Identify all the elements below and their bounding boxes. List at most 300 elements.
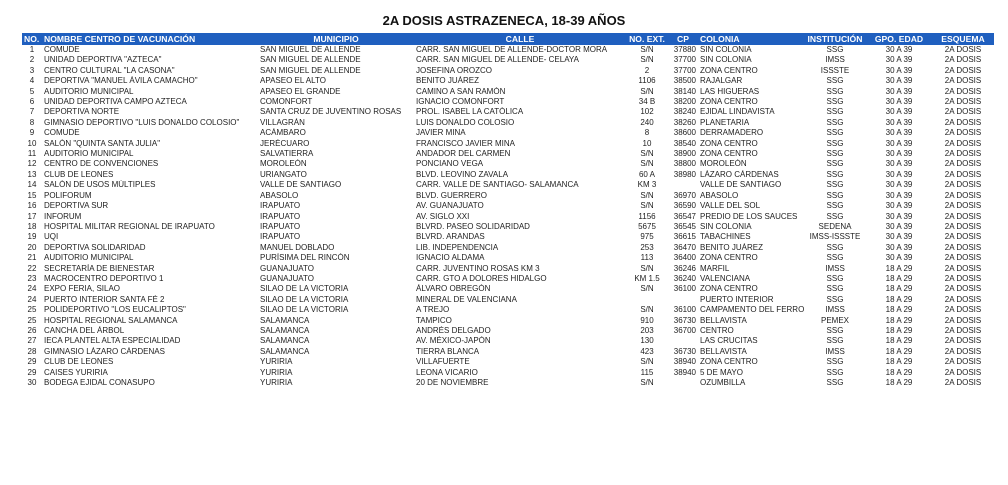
cell-no-ext: 102 — [640, 107, 654, 117]
cell-no-ext: 8 — [644, 128, 650, 138]
cell-no: 3 — [29, 65, 35, 75]
table-row — [22, 274, 994, 284]
cell-municipio: SALVATIERRA — [260, 149, 314, 159]
cell-institucion: SEDENA — [818, 221, 852, 231]
cell-institucion: SSG — [826, 190, 844, 200]
cell-nombre: POLIFORUM — [44, 190, 92, 200]
cell-municipio: SAN MIGUEL DE ALLENDE — [260, 55, 361, 65]
cell-no: 29 — [27, 367, 37, 377]
cell-cp: 38600 — [673, 128, 696, 138]
cell-institucion: SSG — [826, 367, 844, 377]
cell-gpo-edad: 18 A 29 — [885, 378, 913, 387]
cell-institucion: SSG — [826, 284, 844, 294]
cell-calle: TAMPICO — [416, 315, 452, 325]
cell-institucion: SSG — [826, 107, 844, 117]
cell-no-ext: S/N — [640, 55, 654, 65]
cell-nombre: SECRETARÍA DE BIENESTAR — [44, 263, 155, 273]
cell-municipio: APASEO EL ALTO — [260, 76, 326, 86]
cell-calle: CARR. JUVENTINO ROSAS KM 3 — [416, 263, 540, 273]
header-institucion: INSTITUCIÓN — [804, 33, 866, 45]
cell-no: 25 — [27, 315, 37, 325]
vaccination-centers-table — [22, 33, 994, 388]
cell-gpo-edad: 30 A 39 — [885, 76, 913, 86]
cell-nombre: AUDITORIO MUNICIPAL — [44, 253, 134, 263]
cell-esquema: 2A DOSIS — [944, 294, 982, 304]
cell-calle: TIERRA BLANCA — [416, 346, 480, 356]
header-nombre: NOMBRE CENTRO DE VACUNACIÓN — [42, 33, 258, 45]
cell-esquema: 2A DOSIS — [944, 284, 982, 294]
cell-colonia: DERRAMADERO — [700, 128, 764, 138]
cell-gpo-edad: 30 A 39 — [885, 201, 913, 211]
cell-municipio: SALAMANCA — [260, 315, 310, 325]
cell-colonia: RAJALGAR — [700, 76, 743, 86]
cell-no: 5 — [29, 86, 35, 96]
cell-cp — [668, 180, 698, 190]
cell-gpo-edad: 30 A 39 — [885, 242, 913, 252]
cell-institucion: IMSS — [825, 55, 845, 65]
cell-nombre: CLUB DE LEONES — [44, 169, 114, 179]
cell-municipio: IRAPUATO — [260, 201, 301, 211]
cell-esquema: 2A DOSIS — [944, 45, 982, 54]
cell-gpo-edad: 18 A 29 — [885, 325, 913, 335]
cell-colonia: 5 DE MAYO — [700, 367, 743, 377]
table-row — [22, 107, 994, 117]
cell-esquema: 2A DOSIS — [944, 117, 982, 127]
cell-gpo-edad: 18 A 29 — [885, 336, 913, 346]
cell-colonia: ZONA CENTRO — [700, 284, 758, 294]
cell-no-ext: S/N — [640, 159, 654, 169]
cell-municipio: URIANGATO — [260, 169, 307, 179]
cell-institucion: SSG — [826, 128, 844, 138]
cell-institucion: SSG — [826, 357, 844, 367]
cell-no: 23 — [27, 273, 37, 283]
cell-institucion: ISSSTE — [820, 65, 850, 75]
cell-no: 22 — [27, 263, 37, 273]
cell-no-ext: 910 — [640, 315, 654, 325]
cell-municipio: SILAO DE LA VICTORIA — [260, 305, 349, 315]
cell-calle: AV. SIGLO XXI — [416, 211, 470, 221]
header-gpo-edad: GPO. EDAD — [866, 33, 932, 45]
table-row — [22, 368, 994, 378]
cell-colonia: SIN COLONIA — [700, 55, 752, 65]
cell-colonia: CAMPAMENTO DEL FERRO — [700, 305, 804, 315]
table-row — [22, 378, 994, 388]
cell-nombre: DEPORTIVA SUR — [44, 201, 109, 211]
cell-institucion: SSG — [826, 117, 844, 127]
cell-no: 6 — [29, 97, 35, 107]
cell-municipio: SALAMANCA — [260, 325, 310, 335]
cell-calle: BLVRD. ARANDAS — [416, 232, 485, 242]
cell-calle: AV. GUANAJUATO — [416, 201, 484, 211]
cell-gpo-edad: 18 A 29 — [885, 367, 913, 377]
cell-calle: MINERAL DE VALENCIANA — [416, 294, 517, 304]
cell-calle: ANDADOR DEL CARMEN — [416, 149, 511, 159]
cell-no: 14 — [27, 180, 37, 190]
cell-gpo-edad: 30 A 39 — [885, 55, 913, 65]
table-row — [22, 284, 994, 294]
cell-nombre: DEPORTIVA "MANUEL ÁVILA CAMACHO" — [44, 76, 198, 86]
cell-colonia: PUERTO INTERIOR — [700, 294, 774, 304]
cell-municipio: SANTA CRUZ DE JUVENTINO ROSAS — [260, 107, 402, 117]
cell-no: 12 — [27, 159, 37, 169]
cell-gpo-edad: 30 A 39 — [885, 45, 913, 54]
cell-municipio: VILLAGRÁN — [260, 117, 305, 127]
cell-calle: BENITO JUÁREZ — [416, 76, 479, 86]
cell-cp: 36400 — [673, 253, 696, 263]
cell-colonia: ZONA CENTRO — [700, 97, 758, 107]
cell-municipio: YURIRIA — [260, 378, 293, 387]
table-row — [22, 87, 994, 97]
cell-institucion: SSG — [826, 253, 844, 263]
table-body — [22, 45, 994, 388]
table-row — [22, 191, 994, 201]
cell-gpo-edad: 18 A 29 — [885, 346, 913, 356]
cell-no: 28 — [27, 346, 37, 356]
cell-institucion: SSG — [826, 159, 844, 169]
cell-colonia: LAS HIGUERAS — [700, 86, 760, 96]
cell-nombre: IECA PLANTEL ALTA ESPECIALIDAD — [44, 336, 181, 346]
header-municipio: MUNICIPIO — [258, 33, 414, 45]
cell-colonia: SIN COLONIA — [700, 221, 752, 231]
cell-colonia: PREDIO DE LOS SAUCES — [700, 211, 798, 221]
cell-municipio: COMONFORT — [260, 97, 313, 107]
cell-esquema: 2A DOSIS — [944, 138, 982, 148]
table-row — [22, 295, 994, 305]
cell-calle: PONCIANO VEGA — [416, 159, 484, 169]
cell-gpo-edad: 30 A 39 — [885, 128, 913, 138]
cell-esquema: 2A DOSIS — [944, 378, 982, 387]
cell-cp: 38500 — [673, 76, 696, 86]
cell-esquema: 2A DOSIS — [944, 336, 982, 346]
cell-no: 8 — [29, 117, 35, 127]
cell-no: 26 — [27, 325, 37, 335]
cell-no: 7 — [29, 107, 35, 117]
cell-municipio: SALAMANCA — [260, 336, 310, 346]
cell-gpo-edad: 30 A 39 — [885, 232, 913, 242]
cell-municipio: GUANAJUATO — [260, 273, 314, 283]
cell-no-ext: S/N — [640, 284, 654, 294]
cell-no: 1 — [29, 45, 35, 54]
cell-no: 4 — [29, 76, 35, 86]
cell-gpo-edad: 18 A 29 — [885, 284, 913, 294]
cell-institucion: SSG — [826, 201, 844, 211]
cell-municipio: PURÍSIMA DEL RINCÓN — [260, 253, 350, 263]
cell-colonia: OZUMBILLA — [700, 378, 746, 387]
cell-no-ext: S/N — [640, 45, 654, 54]
cell-cp: 38240 — [673, 107, 696, 117]
cell-gpo-edad: 18 A 29 — [885, 315, 913, 325]
cell-gpo-edad: 30 A 39 — [885, 169, 913, 179]
cell-municipio: VALLE DE SANTIAGO — [260, 180, 342, 190]
cell-municipio: IRAPUATO — [260, 221, 301, 231]
cell-nombre: DEPORTIVA SOLIDARIDAD — [44, 242, 146, 252]
cell-municipio: SILAO DE LA VICTORIA — [260, 284, 349, 294]
cell-esquema: 2A DOSIS — [944, 325, 982, 335]
cell-colonia: BENITO JUÁREZ — [700, 242, 763, 252]
cell-gpo-edad: 18 A 29 — [885, 263, 913, 273]
table-row — [22, 66, 994, 76]
cell-colonia: ZONA CENTRO — [700, 138, 758, 148]
table-row — [22, 76, 994, 86]
cell-institucion: SSG — [826, 378, 844, 387]
cell-institucion: SSG — [826, 294, 844, 304]
cell-nombre: POLIDEPORTIVO "LOS EUCALIPTOS" — [44, 305, 186, 315]
cell-municipio: GUANAJUATO — [260, 263, 314, 273]
cell-gpo-edad: 18 A 29 — [885, 294, 913, 304]
cell-no-ext: S/N — [640, 201, 654, 211]
cell-no-ext: 115 — [640, 367, 654, 377]
cell-cp: 37700 — [673, 65, 696, 75]
cell-cp — [668, 378, 698, 388]
cell-esquema: 2A DOSIS — [944, 97, 982, 107]
cell-no-ext: 113 — [640, 253, 654, 263]
cell-calle: IGNACIO COMONFORT — [416, 97, 505, 107]
cell-calle: 20 DE NOVIEMBRE — [416, 378, 489, 387]
cell-cp: 36615 — [673, 232, 696, 242]
cell-calle: ÁLVARO OBREGÓN — [416, 284, 491, 294]
table-row — [22, 357, 994, 367]
cell-esquema: 2A DOSIS — [944, 263, 982, 273]
header-cp: CP — [668, 33, 698, 45]
cell-gpo-edad: 30 A 39 — [885, 253, 913, 263]
cell-no: 30 — [27, 378, 37, 387]
cell-no-ext: S/N — [640, 378, 654, 387]
header-colonia: COLONIA — [698, 33, 804, 45]
cell-no-ext: 10 — [642, 138, 652, 148]
cell-colonia: LÁZARO CÁRDENAS — [700, 169, 779, 179]
cell-nombre: UNIDAD DEPORTIVA CAMPO AZTECA — [44, 97, 187, 107]
cell-cp: 38940 — [673, 357, 696, 367]
cell-esquema: 2A DOSIS — [944, 107, 982, 117]
cell-esquema: 2A DOSIS — [944, 315, 982, 325]
cell-nombre: BODEGA EJIDAL CONASUPO — [44, 378, 155, 387]
cell-cp: 36246 — [673, 263, 696, 273]
cell-colonia: CENTRO — [700, 325, 734, 335]
table-row — [22, 264, 994, 274]
cell-nombre: INFORUM — [44, 211, 82, 221]
header-no: NO. — [22, 33, 42, 45]
cell-esquema: 2A DOSIS — [944, 180, 982, 190]
cell-colonia: EJIDAL LINDAVISTA — [700, 107, 775, 117]
cell-colonia: VALLE DEL SOL — [700, 201, 761, 211]
cell-nombre: GIMNASIO LÁZARO CÁRDENAS — [44, 346, 165, 356]
cell-gpo-edad: 30 A 39 — [885, 149, 913, 159]
cell-municipio: SALAMANCA — [260, 346, 310, 356]
cell-esquema: 2A DOSIS — [944, 190, 982, 200]
cell-no-ext: 1156 — [638, 211, 656, 221]
table-row — [22, 139, 994, 149]
cell-no-ext: 423 — [640, 346, 654, 356]
cell-no: 24 — [27, 294, 37, 304]
cell-municipio: IRAPUATO — [260, 232, 301, 242]
cell-cp: 38940 — [673, 367, 696, 377]
cell-no: 10 — [27, 138, 37, 148]
cell-esquema: 2A DOSIS — [944, 305, 982, 315]
cell-no: 9 — [29, 128, 35, 138]
cell-no: 13 — [27, 169, 37, 179]
cell-calle: AV. MÉXICO-JAPÓN — [416, 336, 491, 346]
cell-no-ext: 203 — [640, 325, 654, 335]
cell-municipio: IRAPUATO — [260, 211, 301, 221]
table-row — [22, 201, 994, 211]
cell-nombre: CLUB DE LEONES — [44, 357, 114, 367]
cell-esquema: 2A DOSIS — [944, 232, 982, 242]
cell-nombre: DEPORTIVA NORTE — [44, 107, 120, 117]
cell-no: 21 — [27, 253, 37, 263]
cell-no: 25 — [27, 305, 37, 315]
cell-municipio: JERÉCUARO — [260, 138, 310, 148]
table-row — [22, 243, 994, 253]
cell-cp: 38900 — [673, 149, 696, 159]
cell-municipio: ACÁMBARO — [260, 128, 306, 138]
cell-no: 11 — [27, 149, 37, 159]
cell-nombre: COMUDE — [44, 45, 80, 54]
cell-esquema: 2A DOSIS — [944, 357, 982, 367]
cell-cp: 36730 — [673, 346, 696, 356]
cell-no-ext: 34 B — [638, 97, 656, 107]
cell-nombre: SALÓN DE USOS MÚLTIPLES — [44, 180, 156, 190]
header-no-ext: NO. EXT. — [626, 33, 668, 45]
cell-no-ext: 975 — [640, 232, 654, 242]
cell-esquema: 2A DOSIS — [944, 201, 982, 211]
cell-no-ext: KM 1.5 — [634, 273, 660, 283]
cell-gpo-edad: 18 A 29 — [885, 273, 913, 283]
cell-gpo-edad: 30 A 39 — [885, 159, 913, 169]
cell-esquema: 2A DOSIS — [944, 221, 982, 231]
cell-nombre: SALÓN "QUINTA SANTA JULIA" — [44, 138, 161, 148]
cell-calle: LEONA VICARIO — [416, 367, 478, 377]
cell-gpo-edad: 30 A 39 — [885, 97, 913, 107]
cell-colonia: ZONA CENTRO — [700, 149, 758, 159]
cell-esquema: 2A DOSIS — [944, 169, 982, 179]
table-row — [22, 305, 994, 315]
cell-institucion: SSG — [826, 336, 844, 346]
cell-no: 2 — [29, 55, 35, 65]
cell-colonia: BELLAVISTA — [700, 346, 747, 356]
cell-gpo-edad: 30 A 39 — [885, 211, 913, 221]
cell-institucion: SSG — [826, 149, 844, 159]
cell-cp: 36240 — [673, 273, 696, 283]
cell-no-ext: 5675 — [638, 221, 656, 231]
cell-institucion: SSG — [826, 76, 844, 86]
cell-institucion: SSG — [826, 325, 844, 335]
cell-esquema: 2A DOSIS — [944, 149, 982, 159]
cell-esquema: 2A DOSIS — [944, 55, 982, 65]
page-title: 2A DOSIS ASTRAZENECA, 18-39 AÑOS — [382, 13, 626, 28]
table-row — [22, 55, 994, 65]
cell-institucion: SSG — [826, 86, 844, 96]
cell-municipio: ABASOLO — [260, 190, 299, 200]
cell-cp: 36730 — [673, 315, 696, 325]
cell-esquema: 2A DOSIS — [944, 128, 982, 138]
cell-municipio: APASEO EL GRANDE — [260, 86, 341, 96]
cell-colonia: ABASOLO — [700, 190, 739, 200]
cell-nombre: COMUDE — [44, 128, 80, 138]
cell-colonia: VALLE DE SANTIAGO — [700, 180, 782, 190]
cell-no-ext: 240 — [640, 117, 654, 127]
cell-cp: 36545 — [673, 221, 696, 231]
table-row — [22, 149, 994, 159]
table-row — [22, 316, 994, 326]
cell-cp: 38980 — [673, 169, 696, 179]
cell-cp — [668, 295, 698, 305]
table-row — [22, 128, 994, 138]
cell-colonia: PLANETARIA — [700, 117, 750, 127]
cell-no: 29 — [27, 357, 37, 367]
cell-cp: 37880 — [673, 45, 696, 54]
cell-esquema: 2A DOSIS — [944, 253, 982, 263]
cell-cp: 38800 — [673, 159, 696, 169]
cell-institucion: IMSS — [825, 263, 845, 273]
table-header-row — [22, 33, 994, 45]
cell-calle: BLVD. LEOVINO ZAVALA — [416, 169, 509, 179]
cell-nombre: CANCHA DEL ÁRBOL — [44, 325, 125, 335]
cell-institucion: SSG — [826, 169, 844, 179]
cell-gpo-edad: 18 A 29 — [885, 357, 913, 367]
cell-calle: A TREJO — [416, 305, 450, 315]
table-row — [22, 159, 994, 169]
cell-no-ext: 2 — [644, 65, 650, 75]
cell-no: 19 — [27, 232, 37, 242]
cell-esquema: 2A DOSIS — [944, 86, 982, 96]
cell-esquema: 2A DOSIS — [944, 242, 982, 252]
cell-calle: CARR. GTO A DOLORES HIDALGO — [416, 273, 547, 283]
cell-municipio: MOROLEÓN — [260, 159, 307, 169]
cell-calle: IGNACIO ALDAMA — [416, 253, 485, 263]
cell-esquema: 2A DOSIS — [944, 159, 982, 169]
cell-esquema: 2A DOSIS — [944, 367, 982, 377]
cell-calle: PROL. ISABEL LA CATÓLICA — [416, 107, 524, 117]
cell-no: 20 — [27, 242, 37, 252]
cell-institucion: IMSS — [825, 305, 845, 315]
cell-nombre: CAISES YURIRIA — [44, 367, 108, 377]
cell-municipio: YURIRIA — [260, 357, 293, 367]
cell-no-ext: S/N — [640, 190, 654, 200]
cell-nombre: MACROCENTRO DEPORTIVO 1 — [44, 273, 164, 283]
cell-no: 15 — [27, 190, 37, 200]
cell-calle: LUIS DONALDO COLOSIO — [416, 117, 515, 127]
cell-municipio: SAN MIGUEL DE ALLENDE — [260, 65, 361, 75]
cell-no-ext: KM 3 — [637, 180, 657, 190]
cell-nombre: HOSPITAL MILITAR REGIONAL DE IRAPUATO — [44, 221, 215, 231]
cell-no: 27 — [27, 336, 37, 346]
table-row — [22, 45, 994, 55]
table-row — [22, 97, 994, 107]
cell-gpo-edad: 30 A 39 — [885, 117, 913, 127]
table-row — [22, 118, 994, 128]
cell-municipio: MANUEL DOBLADO — [260, 242, 335, 252]
cell-esquema: 2A DOSIS — [944, 76, 982, 86]
cell-calle: CARR. VALLE DE SANTIAGO- SALAMANCA — [416, 180, 579, 190]
cell-gpo-edad: 18 A 29 — [885, 305, 913, 315]
cell-calle: CAMINO A SAN RAMÓN — [416, 86, 506, 96]
table-row — [22, 326, 994, 336]
cell-cp: 38260 — [673, 117, 696, 127]
cell-nombre: HOSPITAL REGIONAL SALAMANCA — [44, 315, 178, 325]
cell-nombre: CENTRO DE CONVENCIONES — [44, 159, 159, 169]
header-calle: CALLE — [414, 33, 626, 45]
cell-nombre: GIMNASIO DEPORTIVO "LUIS DONALDO COLOSIO" — [44, 117, 240, 127]
cell-colonia: VALENCIANA — [700, 273, 751, 283]
cell-cp: 36970 — [673, 190, 696, 200]
cell-institucion: SSG — [826, 97, 844, 107]
cell-no-ext: S/N — [640, 305, 654, 315]
cell-gpo-edad: 30 A 39 — [885, 107, 913, 117]
table-row — [22, 222, 994, 232]
cell-institucion: PEMEX — [820, 315, 849, 325]
cell-calle: BLVD. GUERRERO — [416, 190, 487, 200]
header-esquema: ESQUEMA — [932, 33, 994, 45]
